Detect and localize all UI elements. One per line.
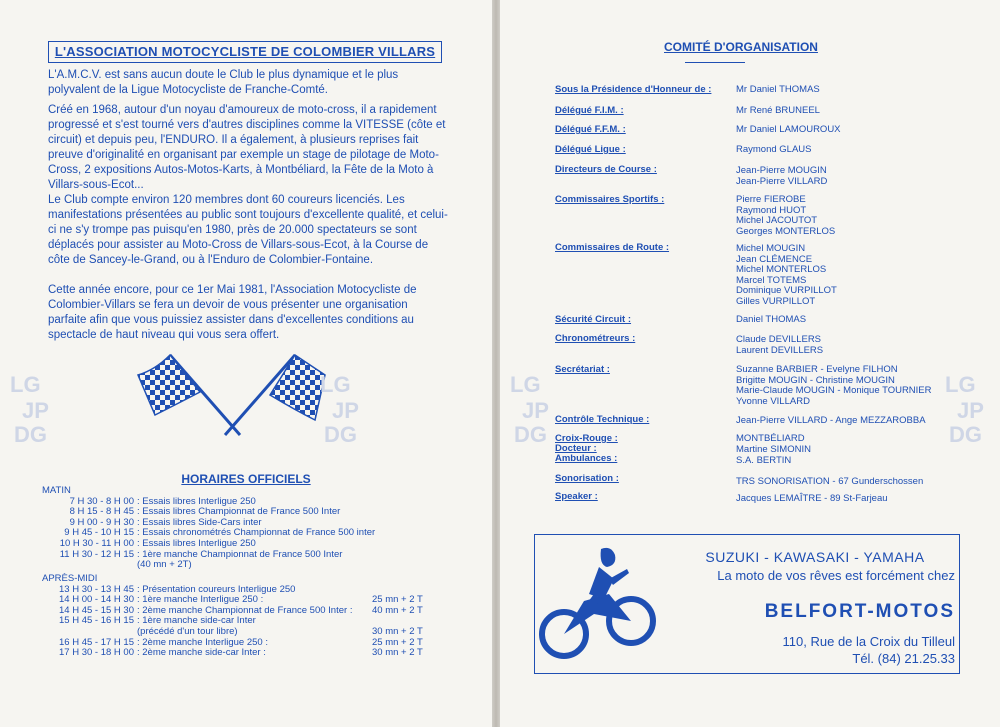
ad-tagline: La moto de vos rêves est forcément chez <box>717 568 955 583</box>
committee-names: Michel MOUGIN Jean CLÉMENCE Michel MONTERLOS Marcel TOTEMS Dominique VURPILLOT Gilles VURPILLOT <box>736 243 837 307</box>
committee-role: Docteur : <box>555 443 597 454</box>
checkered-flags-icon <box>130 350 330 440</box>
ad-brands: SUZUKI - KAWASAKI - YAMAHA <box>705 549 925 565</box>
committee-names: Jean-Pierre VILLARD - Ange MEZZAROBBA <box>736 415 926 426</box>
title-underline <box>685 62 745 63</box>
club-title: L'ASSOCIATION MOTOCYCLISTE DE COLOMBIER VILLARS <box>48 41 442 63</box>
watermark-text: JP <box>522 398 549 423</box>
schedule-title: HORAIRES OFFICIELS <box>181 472 311 486</box>
committee-role: Délégué Ligue : <box>555 144 626 155</box>
committee-names: Mr Daniel THOMAS <box>736 84 820 95</box>
committee-role: Croix-Rouge : <box>555 433 618 444</box>
right-page <box>500 0 1000 727</box>
committee-names: Daniel THOMAS <box>736 314 807 325</box>
committee-role: Ambulances : <box>555 453 618 464</box>
watermark-text: DG <box>514 422 547 447</box>
committee-names: Pierre FIEROBE Raymond HUOT Michel JACOUTOT Georges MONTERLOS <box>736 194 836 237</box>
history-paragraph: Créé en 1968, autour d'un noyau d'amoureux de moto-cross, il a rapidement progressé et s'est tourné vers d'autres disciplines comme la VITESSE (côte et circuit) et depuis peu, l'ENDURO. Il a également, à plusieurs reprises fait preuve d'originalité en organisant par exemple un stage de pilotage de Moto-Cross, 2 expositions Autos-Motos-Karts, à Montbéliard, la Fête de la Moto à Villars-sous-Ecot... <box>48 104 446 191</box>
invitation-paragraph: Cette année encore, pour ce 1er Mai 1981, l'Association Motocycliste de Colombier-Villars se fera un devoir de vous présenter une organisation parfaite afin que vous puissiez assister dans d'excellentes conditions au spectacle de haut niveau qui vous sera offert. <box>48 284 417 341</box>
watermark-text: LG <box>510 372 541 397</box>
committee-title: COMITÉ D'ORGANISATION <box>664 40 818 54</box>
committee-names: Claude DEVILLERS Laurent DEVILLERS <box>736 334 824 356</box>
watermark-text: LG <box>945 372 976 397</box>
ad-shop-name: BELFORT-MOTOS <box>764 601 955 622</box>
watermark-text: JP <box>22 398 49 423</box>
committee-role: Commissaires de Route : <box>555 242 670 253</box>
watermark-text: JP <box>332 398 359 423</box>
ad-address: 110, Rue de la Croix du Tilleul <box>782 634 955 649</box>
belfort-motos-ad <box>534 534 960 674</box>
committee-role: Sécurité Circuit : <box>555 314 632 325</box>
watermark-text: JP <box>957 398 984 423</box>
watermark-text: LG <box>10 372 41 397</box>
committee-role: Sous la Présidence d'Honneur de : <box>555 84 712 95</box>
committee-role: Speaker : <box>555 491 598 502</box>
committee-names: TRS SONORISATION - 67 Gunderschossen <box>736 476 924 487</box>
morning-schedule: MATIN 7 H 30 - 8 H 00 : Essais libres Interligue 250 8 H 15 - 8 H 45 : Essais libres Championnat de France 500 Inter 9 H 00 - 9 H 30 : Essais libres Side-Cars inter 9 H 45 - 10 H 15 : Essais chronométrés Championnat de France 500 inter 10 H 30 - 11 H 00 : Essais libres Interligue 250 11 H 30 - 12 H 15 : 1ère manche Championnat de France 500 Inter (40 mn + 2T) <box>42 485 376 571</box>
committee-role: Commissaires Sportifs : <box>555 194 665 205</box>
members-paragraph: Le Club compte environ 120 membres dont 60 coureurs licenciés. Les manifestations présentées au public sont toujours d'excellente qualité, et celui-ci ne s'y trompe pas puisqu'en 1980, près de 20.000 spectateurs se sont déplacés pour assister au Moto-Cross de Villars-sous-Ecot, à la Course de côte de Sancey-le-Grand, ou à l'Enduro de Colombier-Fontaine. <box>48 194 448 266</box>
committee-names: Martine SIMONIN <box>736 444 811 455</box>
committee-role: Sonorisation : <box>555 473 619 484</box>
committee-names: Raymond GLAUS <box>736 144 812 155</box>
morning-label: MATIN <box>42 485 71 496</box>
ad-phone: Tél. (84) 21.25.33 <box>852 651 955 666</box>
committee-names: Jacques LEMAÎTRE - 89 St-Farjeau <box>736 493 888 504</box>
watermark-text: DG <box>324 422 357 447</box>
page-fold <box>492 0 500 727</box>
committee-names: Mr René BRUNEEL <box>736 105 820 116</box>
committee-role: Chronométreurs : <box>555 333 636 344</box>
committee-role: Directeurs de Course : <box>555 164 657 175</box>
committee-role: Contrôle Technique : <box>555 414 650 425</box>
watermark-text: DG <box>949 422 982 447</box>
committee-role: Délégué F.I.M. : <box>555 105 624 116</box>
left-page <box>0 0 492 727</box>
committee-role: Secrétariat : <box>555 364 610 375</box>
motocross-rider-icon <box>539 539 659 667</box>
committee-names: Mr Daniel LAMOUROUX <box>736 124 841 135</box>
intro-paragraph: L'A.M.C.V. est sans aucun doute le Club le plus dynamique et le plus polyvalent de la Ligue Motocycliste de Franche-Comté. <box>48 69 399 96</box>
committee-role: Délégué F.F.M. : <box>555 124 626 135</box>
afternoon-schedule: APRÈS-MIDI 13 H 30 - 13 H 45 : Présentation coureurs Interligue 250 14 H 00 - 14 H 30 : 1ère manche Interligue 250 : 25 mn + 2 T 14 H 45 - 15 H 30 : 2ème manche Championnat de France 500 Inter : 40 mn + 2 T 15 H 45 - 16 H 15 : 1ère manche side-car Inter (précédé d'un tour libre) 30 mn + 2 T 16 H 45 - 17 H 15 : 2ème manche Interligue 250 : 25 mn + 2 T 17 H 30 - 18 H 00 : 2ème manche side-car Inter : 30 mn + 2 T <box>42 573 423 659</box>
committee-names: MONTBÉLIARD <box>736 433 805 444</box>
committee-names: Jean-Pierre MOUGIN Jean-Pierre VILLARD <box>736 165 828 187</box>
committee-names: Suzanne BARBIER - Evelyne FILHON Brigitte MOUGIN - Christine MOUGIN Marie-Claude MOUGIN - Monique TOURNIER Yvonne VILLARD <box>736 364 932 407</box>
committee-names: S.A. BERTIN <box>736 455 792 466</box>
watermark-text: LG <box>320 372 351 397</box>
watermark-text: DG <box>14 422 47 447</box>
afternoon-label: APRÈS-MIDI <box>42 573 98 584</box>
